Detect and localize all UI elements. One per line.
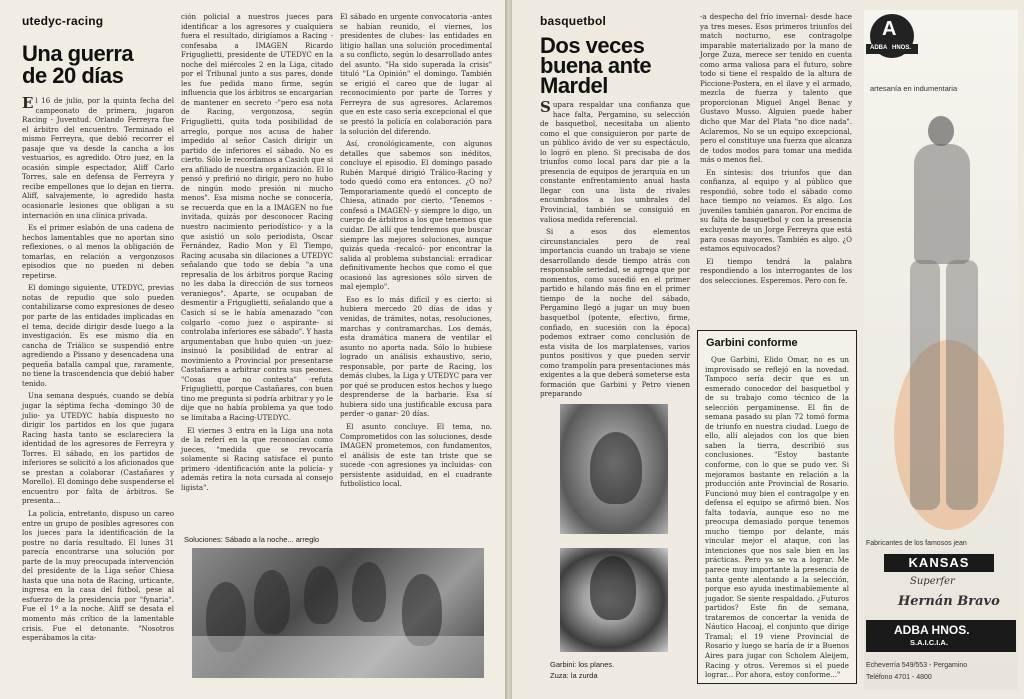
right-col2-p1: -a despecho del frío invernal- desde hace ya tres meses. Esos primeros triunfos del match nocturno, ese contragolpe imparable materializado por la mano de Jorge Zuza, merece ser tenido en cuenta como arma valiosa para el futuro, sobre todo si tiene el respaldo de la altura de Piccione-Postera, en el ilave y el armado, mezcla de fuerza y talento que proporcionan Miguel Angel Benac y Gustavo Musso. Alguien puede haber dicho que Mar del Plata "no dice nada". Aclaremos, No se un equipo excepcional, pero el constituye una fuerza que alcanza de todos modos para tomar una medida más o menos fiel. xyxy=(700,12,852,165)
left-col3-p4: El asunto concluye. El tema, no. Comprometidos con las soluciones, desde IMAGEN prometemos, con fundamentos, el análisis de este tan triste que se sucede -con agresiones ya incluidas- con persistente asiduidad, en el cuadrante futbolístico local. xyxy=(340,421,492,489)
adba-company-bar xyxy=(866,620,1016,652)
zuza-caption: Zuza: la zurda xyxy=(550,671,598,680)
garbini-conforme-box xyxy=(697,330,857,684)
garbini-face xyxy=(590,432,642,504)
headline-dos-veces: Dos veces xyxy=(540,33,645,58)
garbini-photo xyxy=(560,404,668,534)
garbini-conforme-text xyxy=(705,355,849,679)
meeting-table xyxy=(192,636,484,678)
left-col-1 xyxy=(22,96,174,691)
garbini-caption: Garbini: los planes. xyxy=(550,660,615,669)
left-col3-p3: Eso es lo más difícil y es cierto: si hubiera mercedo 20 días de idas y venidas, de trámites, notas, resoluciones, marchas y contramarchas. Los demás, esta dramática manera de ventilar el asunto no aporta nada. Sólo lo hubiese logrado un análisis exhaustivo, serio, responsable, por parte de Racing, los demás clubes, la Liga y UTEDYC para ver por qué se producen estos hechos y luego desprenderse de la barbarie. Esa sí hubiera sido una justificable excusa para perder -o ganar- 20 días. xyxy=(340,294,492,419)
section-tag-basquetbol: basquetbol xyxy=(540,14,607,28)
left-col1-p3: El domingo siguiente, UTEDYC, previas notas de repudio que solo pueden contabilizarse como expresiones de deseo por parte de las entidades implicadas en el tema, decide dirigir desde luego a la investigación. Es ese mismo día en cancha de Triálico se suspendió entre agrediendo a Pissano y desencadena una pequeña batalla campal que, raramente, no tiene la trascendencia que debió haber tenido. xyxy=(22,283,174,388)
section-tag-utedyc: utedyc-racing xyxy=(22,14,104,28)
garbini-conforme-title: Garbini conforme xyxy=(706,337,798,349)
model-torso xyxy=(914,144,970,264)
right-page xyxy=(512,0,1024,699)
model-head xyxy=(928,116,954,146)
meeting-photo xyxy=(192,548,484,678)
person-silhouette xyxy=(254,570,290,634)
garbini-conforme-p1: Que Garbini, Elido Omar, no es un improvisado se reflejó en la novedad. Tampoco sería decir que es un esmerado conocedor del basquetbol y de su trabajo como técnico de la selección pergaminense. El fin de semana pasado su plan 72 tomó forma de triunfo en nuestra ciudad. Luego de ello, allí alejados con los que bien saben la tierra, describió sus conclusiones. "Estoy bastante conforme, con lo que se pudo ver. Si mejoramos bastante en relación a la producción ante Provincial de Rosario. Funcionó muy bien el contragolpe y en defensa el equipo se afirmó bien. Nos falta todavía, aunque eso no me preocupa demasiado porque tenemos mucho tiempo por delante, más vincular mejor el ataque, con las intenciones que nos sale bien en las prácticas. Pero ya se va a lograr. Me parece muy importante la presencia de tanta gente alentando a la selección, porque eso ayuda inestimablemente al jugador. Se siente respaldado. ¿Futuros partidos? Este fin de semana, trataremos de concertar la venida de Náutico Hacoaj, el conjunto que dirige Tramal; el 19 viene Provincial de Rosario y luego se haría de ir a Buenos Aires para jugar con Scholem Aleijem, Racing y otros. Veremos si el puede lograr... Por ahora, estoy conforme..." xyxy=(705,355,849,680)
left-col1-p1: l 16 de julio, por la quinta fecha del campeonato de primera, jugaron Racing - Juventud. Orlando Ferreyra fue el árbitro del encuentro. Terminado el mismo Ferreyra, que debió recorrer el pasaje que va desde la cancha a los vestuarios, es agredido. Otro juez, en la ocasión simple espectador, Aliff Carlo Torres, sale en defensa de Ferreyra y recibe empellones que lo dejan en tierra. Aliff, salvajemente, lo agredido hasta ocasionarle lesiones que obligan a su internación en una clínica privada. xyxy=(22,96,174,220)
left-page xyxy=(0,0,507,699)
right-col1-p2: Si a esos dos elementos circunstanciales pero de real importancia cuando un trabajo se viene desarrollando desde tiempo atrás con responsable seriedad, se agrega que por momentos, como sucedió en el primer partido e hilando más fino en el primer tiempo de la noche del sábado, Pergamino llegó a jugar un muy buen basquetbol (potente, efectivo, firme, confiado, en sucesión con la época) podemos extraer como conclusión de esta visita de los marplatenses, varios puntos positivos y que pueden servir como trampolín para presentaciones más exigentes a la que deberá someterse esta formación que Garbini y Petro vienen preparando xyxy=(540,227,690,399)
adba-company-name: ADBA HNOS. xyxy=(894,623,970,637)
left-col-2 xyxy=(181,12,333,530)
ad-makers: Fabricantes de los famosos jean xyxy=(866,540,967,547)
adba-advertisement xyxy=(864,10,1018,690)
logo-top-text: ADBA xyxy=(870,45,888,51)
zuza-face xyxy=(590,556,636,620)
superfer-brand: Superfer xyxy=(910,576,955,587)
model-leg-left xyxy=(910,260,940,510)
logo-a-glyph: A xyxy=(882,18,897,40)
left-col2-p1: ción policial a nuestros jueces para identificar a los agresores y cualquiera fuera el resultado, dirigíamos a Racing -confesaba a IMAGEN Ricardo Friguglietti, presidente de UTEDYC en la noche del miércoles 2 en la Liga, citado por el Tribunal junto a sus pares, donde les fue pedida mano firme, según influencia que los árbitros se encargarían de mantener en secreto -"pero esa nota de Racing, vergonzosa, según Friguglietti, quita toda posibilidad de arreglo, porque nos acusa de haber impedido al señor Casich dirigir un partido de inferiores el sábado. No es cierto. Sólo le recordamos a Casich que si era afiliado de nuestra organización. El lo pensó y prefirió no dirigir, pero no hubo de ningún modo presión ni mucho menos". Esa misma noche se conocería, se recuerda que en la a IMAGEN no fue invitada, quizás por desconocer Racing nuestro nacimiento periodístico- y a la que asistió un solo periodista, Oscar Fernández, Radio Mon y El Tiempo, Racing acusaba sin dilaciones a UTEDYC señalando que todo se debía "a una represalia de los árbitros porque Racing no les daba la dirección de sus torneos veraniegos". Aparte, se ocupaban de desmentir a Friguglietti, señalando que a Casich sí se le había amenazado "con colgarlo -como juez o aspirante- si controlaba inferiores ese sábado". Y hasta argumentaban que hubo quien -un juez- insinuó la posibilidad de entrar al movimiento a Provincial por presentarse Castañares a arbitrar contra sus peones. "Cosas que no contesta" -refuta Friguglietti, porque Castañares, con buen tino me pregunta si podría arbitrar y yo le dije que no había problema ya que todo se limitaba a Racing-UTEDYC. xyxy=(181,12,334,422)
left-col1-p4: Una semana después, cuando se debía jugar la séptima fecha -domingo 30 de julio- ya UTEDYC había dispuesto no dirigir los partidos en los que jugara Racing hasta tanto se esclareciera la identidad de los agresores de Ferreyra y Torres. El sábado, en los partidos de inferiores se solicitó a los aficionados que se prestan a colaborar (Castañares y Morello). El domingo debe suspenderse el encuentro por falta de árbitros. Se presenta... xyxy=(22,391,174,506)
right-col1-p1: upara respaldar una confianza que hace falta, Pergamino, su selección de basquetbol, necesitaba un aliento como el que consiguieron por parte de un público ávido de ver su espectáculo, lo logró en pleno. Si precisaba de dos triunfos como local para dar pie a la presencia de equipos de jerarquía en un constante enfrentamiento anual hasta llegar con una lista de rivales encumbrados a los umbrales del Provincial, también se consiguió en valiosa medida referencial. xyxy=(540,100,690,224)
left-col2-p2: El viernes 3 entra en la Liga una nota de la referí en la que reconocían como jueces, "medida que se revocaría solamente si Racing satisface el punto primero -identificación ante la policía- y además retira la nota cursada al consejo ligista". xyxy=(181,425,333,492)
adba-company-sub: S.A.I.C.I.A. xyxy=(910,638,948,647)
left-col3-p1: El sábado en urgente convocatoria -antes se habían reunido, el viernes, los presidentes de clubes- las entidades en litigio hallan una solución procedimental a su conflicto, según lo desarrollado antes del asunto. "Ha sido superada la crisis" tituló "La Opinión" el domingo. También se erigió el careo que de lugar al reconocimiento por parte de Torres y Ferreyra de sus agresores. Aclaremos que en este caso sería excepcional el que se prestó la policía en colaboración para la solución del diferendo. xyxy=(340,12,492,136)
left-col-3 xyxy=(340,12,492,530)
right-col-1 xyxy=(540,98,690,399)
left-col3-p2: Así, cronológicamente, con algunos detalles que sabemos son inéditos, concluye el episodio. El domingo pasado Rubén Marqué dirigió Trálico-Racing y todo quedó como era entonces. ¿O no? Temporariamente quedó el concepto de Chiesa, atinado por cierto. "Tenemos -confesó a IMAGEN- y siempre lo digo, un cuerpo de árbitros a los que tenemos que cuidar. De allí que tendremos que buscar siempre las mejores soluciones, aunque quizás queda -recalcó- por encontrar la salida al problema substancial: erradicar definitivamente hechos que como el que ocasionó las agresiones sólo sirven de mal ejemplo". xyxy=(340,139,492,292)
dropcap-s: S xyxy=(540,98,551,116)
dropcap-e: E xyxy=(22,94,34,112)
right-col-2 xyxy=(700,12,852,324)
zuza-photo xyxy=(560,548,668,652)
person-silhouette xyxy=(304,566,338,624)
right-col2-p3: El tiempo tendrá la palabra respondiendo a los interrogantes de los dos selecciones. Esperemos. Pero con fe. xyxy=(700,256,852,285)
person-silhouette xyxy=(352,562,386,622)
ad-tagline: artesanía en indumentaria xyxy=(870,84,958,93)
headline-line2: de 20 días xyxy=(22,63,124,88)
ad-phone: Teléfono 4701 - 4800 xyxy=(866,674,932,681)
model-leg-right xyxy=(946,260,978,510)
left-col1-p2: Es el primer eslabón de una cadena de hechos lamentables que no aportan sino reflexiones, o al menos la obligación de tomarlas, en relación a vergonzosos episodios que no pueden ni deben repetirse. xyxy=(22,223,174,280)
ad-address: Echeverría 549/553 - Pergamino xyxy=(866,662,968,669)
logo-bottom-text: HNOS. xyxy=(892,45,912,51)
left-col1-p5: La policía, entretanto, dispuso un careo entre un grupo de posibles agresores con los jueces para la identificación de la postre no daría resultado. El lunes 31 parecía encontrarse una solución por parte de la muy preocupada intervención del presidente de la Liga señor Chiesa hasta que una nota de Racing, urticante, ingresa en la casa del fútbol, pese al esfuerzo de la presidencia por "fynaria". Fue el 1º a la noche. Aliff se desata el momento más crítico de la lamentable crisis. Fue el detonante. "Nosotros esperábamos la cita- xyxy=(22,508,174,643)
headline-line1: Una guerra xyxy=(22,41,134,66)
kansas-brand: KANSAS xyxy=(884,554,994,572)
headline-mardel: Mardel xyxy=(540,73,608,98)
headline-buena-ante: buena ante xyxy=(540,53,652,78)
meeting-photo-caption: Soluciones: Sábado a la noche... arreglo xyxy=(184,535,320,544)
right-col2-p2: En síntesis: dos triunfos que dan confianza, al equipo y al público que respondió, sobre todo el sábado como hace tiempo no veíamos. Es algo. Los juveniles también ganaron. Por encima de su falta de basquetbol y con la presencia excluyente de un Jorge Ferreyra que está para cosas mayores. También es algo. ¿O estamos equivocados? xyxy=(700,167,852,254)
hernan-bravo-brand: Hernán Bravo xyxy=(898,594,1000,609)
